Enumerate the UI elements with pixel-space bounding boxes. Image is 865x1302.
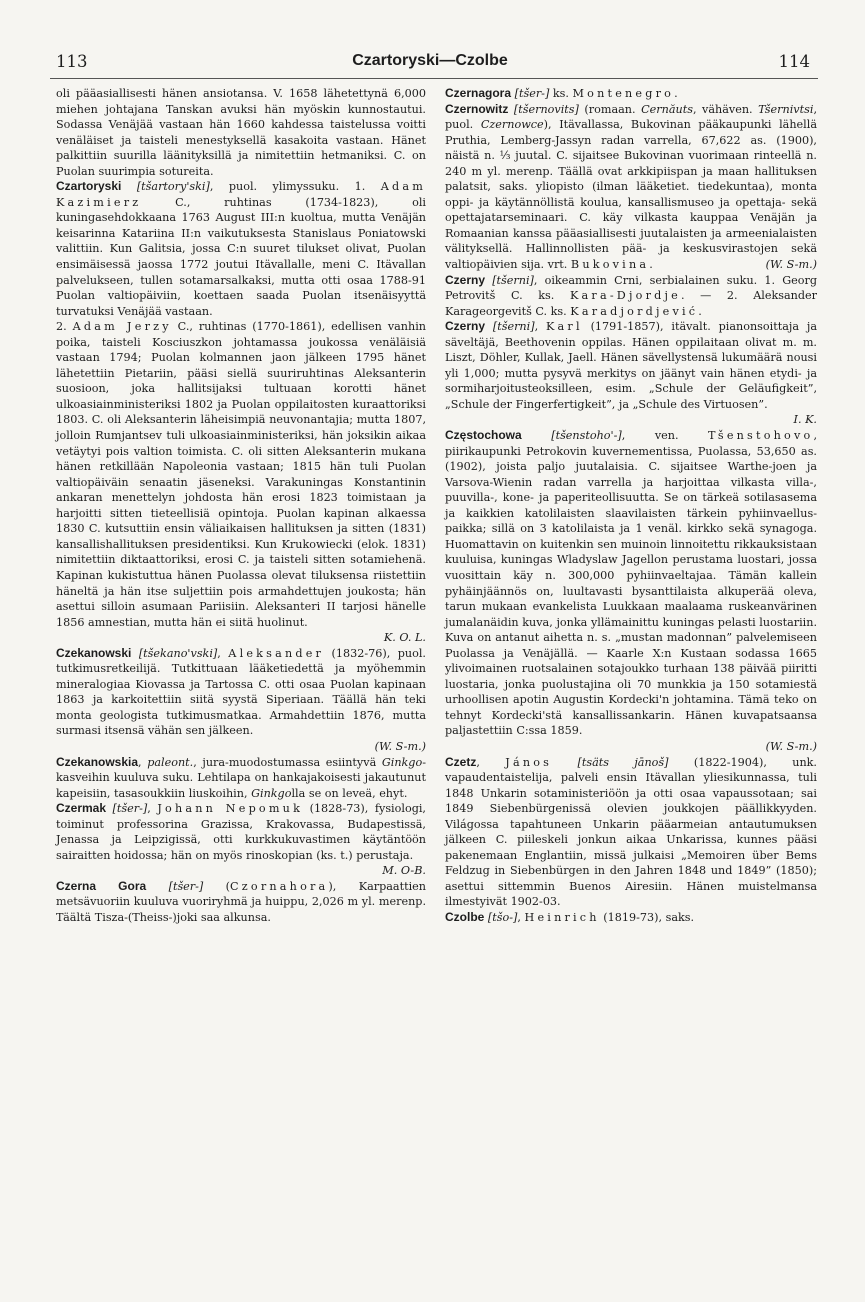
pronunciation: [tšer-] (514, 87, 550, 100)
author-signature: M. O-B. (382, 864, 426, 878)
entry-headword: Czekanowski (56, 645, 132, 660)
entry-headword: Czernowitz (445, 101, 509, 116)
spaced-name: Czornahora (230, 879, 329, 893)
author-signature: (W. S-m.) (374, 739, 426, 753)
spaced-name: Adam Jerzy (72, 320, 172, 334)
entry-headword: Czerna Gora (56, 878, 147, 893)
pronunciation: [tšer-] (168, 879, 204, 893)
spaced-name: Adam Kazimierz (56, 180, 427, 209)
entry-czerny-karl: Czerny [tšerni], Karl (1791-1857), itävalt. pianonsoittaja ja säveltäjä, Beethovenin oppilas. Hänen oppilaitaan olivat m. m. Liszt, Döhler, Kullak, Jaell. Hänen sävellystensä lukumäärä nousi yli 1,000; mutta pysyvä merkitys on jäänyt vain hänen etydi- ja sormiharjoitusteoksilleen, esim. „Schule der Geläufigkeit”, „Schule der Fingerfertigkeit”, ja „Schule des Virtuosen”. I. K. (445, 319, 817, 427)
pronunciation: [tšerni] (492, 320, 535, 334)
running-title: Czartoryski—Czolbe (352, 52, 508, 69)
entry-czerna-gora: Czerna Gora [tšer-] (Czornahora), Karpaattien metsävuoriin kuuluva vuoriryhmä ja huippu, 2,026 m yl. merenp. Täältä Tisza-(Theiss-)joki saa alkunsa. (56, 878, 426, 924)
cross-reference: Karadjordjević (570, 304, 699, 318)
entry-subsection: 2. Adam Jerzy C., ruhtinas (1770-1861), edellisen vanhin poika, taisteli Kosciuszkon johtamassa joukossa venäläisiä vastaan 1794; Puolan kolmannen jaon jälkeen 1795 hänet lähetettiin Pietariin, pääsi siellä suuriruhtinas Aleksanterin suosioon, joka hallitsijaksi tultuaan korotti hänet ulkoasiainministeriksi 1802 ja Puolan oppilaitosten kuraattoriksi 1803. C. oli Aleksanterin läheisimpiä neuvonantajia; mutta 1807, jolloin Rumjantsev tuli ulkoasiainministeriksi, hän joksikin aikaa vetäytyi pois valtion toimista. C. oli sitten Aleksanterin mukana hänen retkillään Napoleonia vastaan; 1815 hän tuli Puolan valtiopäiväin senaatin jäseneksi. Varakuningas Konstantinin ankaran menettelyn johdosta hän erosi 1823 toimistaan ja harjoitti sitten tieteellisiä opintoja. Puolan kapinan alkaessa 1830 C. kutsuttiin ensin väliaikaisen hallituksen ja sitten (1831) kansallishallituksen presidentiksi. Kun Krukowiecki (elok. 1831) nimitettiin diktaattoriksi, erosi C. ja taisteli sitten sotamiehenä. Kapinan kukistuttua hänen Puolassa olevat tiluksensa riistettiin häneltä ja hän itse suljettiin pois armahdettujen joukosta; hän asettui silloin asumaan Pariisiin. Aleksanteri II tarjosi hänelle 1856 amnestian, mutta hän ei siitä huolinut. K. O. L. (56, 320, 426, 645)
entry-headword: Czerny (445, 319, 486, 334)
pronunciation: [tšo-] (487, 910, 518, 924)
pronunciation: [tšer-] (112, 802, 148, 816)
entry-czerny-family: Czerny [tšerni], oikeammin Crni, serbialainen suku. 1. Georg Petrovitš C. ks. Kara-Djordje. — 2. Aleksander Karageorgevitš C. ks. Karadjordjević. (445, 272, 817, 318)
pronunciation: [tšekano'vski] (138, 646, 218, 660)
entry-czermak: Czermak [tšer-], Johann Nepomuk (1828-73), fysiologi, toiminut professorina Grazissa, Krakovassa, Budapestissä, Jenassa ja Leipzigissä, otti kurkkukuvastimen käytäntöön sairaitten hoidossa; hän on myös rinoskopian (ks. t.) perustaja. M. O-B. (56, 801, 426, 878)
entry-czernagora: Czernagora [tšer-] ks. Montenegro. (445, 86, 678, 100)
author-signature: (W. S-m.) (765, 258, 817, 272)
pronunciation: [tšernovits] (513, 102, 579, 116)
author-signature: I. K. (793, 413, 817, 427)
pronunciation: [tšartory'ski] (136, 180, 210, 194)
entry-headword: Czetz (445, 754, 477, 769)
pronunciation: [tšenstoho'-] (551, 429, 622, 443)
left-page-number: 113 (56, 52, 88, 71)
cross-reference: Kara-Djordje (569, 289, 681, 303)
running-header (50, 52, 810, 76)
spaced-name: Aleksander (228, 646, 325, 660)
pronunciation: [tšerni] (492, 273, 534, 287)
entry-headword: Czekanowskia (56, 754, 139, 769)
entry-czolbe: Czolbe [tšo-], Heinrich (1819-73), saks. (445, 909, 695, 924)
entry-headword: Czermak (56, 801, 107, 816)
entry-headword: Częstochowa (445, 428, 522, 443)
right-column (445, 86, 817, 926)
header-rule (50, 78, 818, 79)
pronunciation: [tsäts jānoš] (552, 755, 669, 769)
entry-czestochowa: Częstochowa [tšenstoho'-], ven. Tšenstohovo, piirikaupunki Petrokovin kuvernementissa, Puolassa, 53,650 as. (1902), joista paljo juutalaisia. C. sijaitsee Warthe-joen ja Varsova-Wienin radan varrella ja harjoittaa vilkasta villa-, puuvilla-, kone- ja paperiteollisuutta. Se on tärkeä sotilasasema ja kaikkien katolilaisten slaavilaisten tärkein pyhiinvaelluspaikka; sillä on 3 katolilaista ja 1 venäl. kirkko sekä synagoga. Huomattavin on kuitenkin sen muinoin linnoitettu rikkauksistaan kuuluisa, kuningas Wladyslaw Jagellon perustama luostari, jossa vuosittain käy n. 300,000 pyhiinvaeltajaa. Tämän kallein pyhäinjäännös on, luultavasti bysanttilaista alkuperää oleva, tarun mukaan evankelista Luukkaan maalaama ruskeanvärinen jumalanäidin kuva, jonka yllämainittu kuningas pelasti luostariin. Kuva on antanut aihetta n. s. „mustan madonnan” palvelemiseen Puolassa ja Venäjällä. — Kaarle X:n Kustaan sodassa 1665 ylivoimainen ruotsalainen sotajoukko turhaan 138 päivää piiritti luostaria, jonka puolustajina oli 70 munkkia ja 150 sotamiestä urhoollisen apotin Augustin Kordecki'n johtamina. Tämä teko on tehnyt Kordecki'stä kansallissankarin. Hänen kuvapatsaansa paljastettiin C:ssa 1859. (W. S-m.) (445, 428, 817, 753)
entry-czekanowski: Czekanowski [tšekano'vski], Aleksander (1832-76), puol. tutkimusretkeilijä. Tutkittuaan lääketiedettä ja myöhemmin mineralogiaa Kiovassa ja Tartossa C. otti osaa Puolan kapinaan 1863 ja karkoitettiin siitä syystä Siperiaan. Täällä hän teki monta geologista tutkimusmatkaa. Armahdettiin 1876, mutta surmasi itsensä vähän sen jälkeen. (W. S-m.) (56, 645, 426, 753)
spaced-name: Tšenstohovo (708, 429, 814, 443)
author-signature: (W. S-m.) (765, 739, 817, 753)
cross-reference: Montenegro (572, 87, 675, 100)
spaced-name: János (505, 755, 553, 769)
entry-headword: Czernagora (445, 86, 512, 100)
entry-czekanowskia: Czekanowskia, paleont., jura-muodostumassa esiintyvä Ginkgo-kasveihin kuuluva suku. Lehtilapa on hankajakoisesti jakautunut kapeisiin, tasasoukkiin liuskoihin, Ginkgolla se on leveä, ehyt. (56, 754, 426, 800)
spaced-name: Karl (545, 320, 583, 334)
entry-czetz: Czetz, János [tsäts jānoš] (1822-1904), unk. vapaudentaistelija, palveli ensin Itävallan yliesikunnassa, tuli 1848 Unkarin sotaministeriöön ja otti osaa vapaussotaan; sai 1849 Siebenbürgenissä olevien joukkojen päällikkyyden. Világossa tapahtuneen Unkarin pääarmeian antautumuksen jälkeen C. piileskeli jonkun aikaa Unkarissa, kunnes pääsi pakenemaan Englantiin, missä julkaisi „Memoiren über Bems Feldzug in Siebenbürgen in den Jahren 1848 und 1849” (1850); asettui sittemmin Buenos Airesiin. Hänen muistelmansa ilmestyivät 1902-03. (445, 754, 817, 909)
entry-czernowitz: Czernowitz [tšernovits] (romaan. Cernăuts, vähäven. Tšernivtsi, puol. Czernowce), Itävallassa, Bukovinan pääkaupunki lähellä Pruthia, Lemberg-Jassyn radan varrella, 67,622 as. (1900), näistä n. ⅓ juutal. C. sijaitsee Bukovinan vuorimaan rinteellä n. 240 m yl. merenp. Täällä ovat arkkipiispan ja maan hallituksen palatsit, saks. yliopisto (ilman lääketiet. tiedekuntaa), monta oppi- ja käytännöllistä koulua, kansallismuseo ja opettaja- sekä opettajatarseminaari. C. käy vilkasta kauppaa Venäjän ja Romaanian kanssa pääasiallisesti juutalaisten ja armeenialaisten välityksellä. Hallinnollisten pää- ja keskusvirastojen sekä valtiopäivien sija. vrt. Bukovina. (W. S-m.) (445, 101, 817, 272)
spaced-name: Johann Nepomuk (157, 802, 304, 816)
entry-headword: Czolbe (445, 909, 485, 924)
entry-paragraph: oli pääasiallisesti hänen ansiotansa. V. 1658 lähetettynä 6,000 miehen johtajana Tanskan avuksi hän myöskin kunnostautui. Sodassa Venäjää vastaan hän 1660 kahdessa taistelussa voitti venäläiset ja taisteli menestyksellä kasakoita vastaan. Hänet palkittiin suurilla läänityksillä ja nimitettiin hetmaniksi. C. on Puolan suurimpia sotureita. (56, 87, 426, 178)
entry-headword: Czartoryski (56, 179, 122, 194)
cross-reference: Bukovina (570, 258, 650, 272)
entry-czartoryski: Czartoryski [tšartory'ski], puol. ylimyssuku. 1. Adam Kazimierz C., ruhtinas (1734-1823), oli kuningasehdokkaana 1763 August III:n kuoltua, mutta Venäjän keisarinna Katariina II:n vaikutuksesta Stanislaus Poniatowski valittiin. Kun Galitsia, jossa C:n suuret tilukset olivat, Puolan ensimäisessä jaossa 1772 joutui Itävallalle, meni C. Itävallan palvelukseen, tullen sotamarsalkaksi, mutta otti osaa 1788-91 Puolan valtiopäiviin, koettaen saada Puolan itsenäisyyttä turvatuksi Venäjää vastaan. (56, 179, 427, 318)
right-page-number: 114 (778, 52, 810, 71)
left-column (56, 86, 426, 926)
entry-headword: Czerny (445, 272, 486, 287)
spaced-name: Heinrich (524, 910, 600, 924)
author-signature: K. O. L. (383, 631, 426, 645)
